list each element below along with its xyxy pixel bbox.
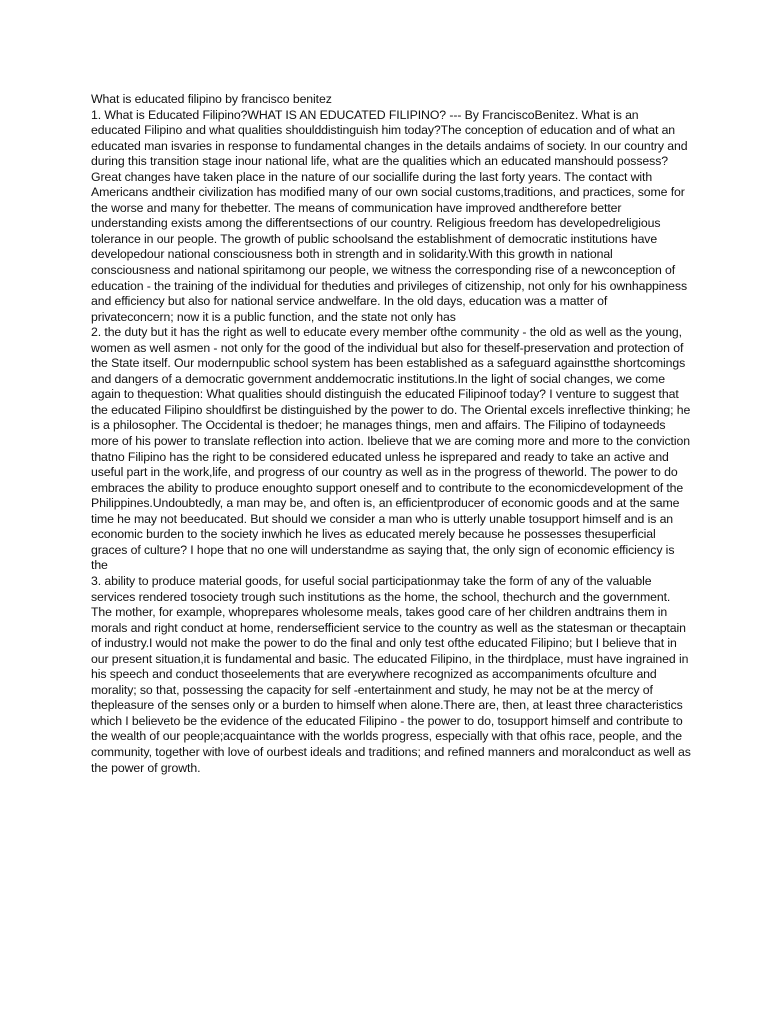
paragraph-1: 1. What is Educated Filipino?WHAT IS AN EDUCATED FILIPINO? --- By FranciscoBenitez. What is an educated Filipino and what qualities shoulddistinguish him today?The conception of education and of what an educated man isvaries in response to fundamental changes in the details andaims of society. In our country and during this transition stage inour national life, what are the qualities which an educated manshould possess?Great changes have taken place in the nature of our sociallife during the last forty years. The contact with Americans andtheir civilization has modified many of our own social customs,traditions, and practices, some for the worse and many for thebetter. The means of communication have improved andtherefore better understanding exists among the differentsections of our country. Religious freedom has developedreligious tolerance in our people. The growth of public schoolsand the establishment of democratic institutions have developedour national consciousness both in strength and in solidarity.With this growth in national consciousness and national spiritamong our people, we witness the corresponding rise of a newconception of education - the training of the individual for theduties and privileges of citizenship, not only for his ownhappiness and efficiency but also for national service andwelfare. In the old days, education was a matter of privateconcern; now it is a public function, and the state not only has — [91, 107, 688, 324]
paragraph-2: 2. the duty but it has the right as well to educate every member ofthe community - the old as well as the young, women as well asmen - not only for the good of the individual but also for theself-preservation and protection of the State itself. Our modernpublic school system has been established as a safeguard againstthe shortcomings and dangers of a democratic government anddemocratic institutions.In the light of social changes, we come again to thequestion: What qualities should distinguish the educated Filipinoof today? I venture to suggest that the educated Filipino shouldfirst be distinguished by the power to do. The Oriental excels inreflective thinking; he is a philosopher. The Occidental is thedoer; he manages things, men and affairs. The Filipino of todayneeds more of his power to translate reflection into action. Ibelieve that we are coming more and more to the conviction thatno Filipino has the right to be considered educated unless he isprepared and ready to take an active and useful part in the work,life, and progress of our country as well as in the progress of theworld. The power to do embraces the ability to produce enoughto support oneself and to contribute to the economicdevelopment of the Philippines.Undoubtedly, a man may be, and often is, an efficientproducer of economic goods and at the same time he may not beeducated. But should we consider a man who is utterly unable tosupport himself and is an economic burden to the society inwhich he lives as educated merely because he possesses thesuperficial graces of culture? I hope that no one will understandme as saying that, the only sign of economic efficiency is the — [91, 325, 691, 573]
document-page — [91, 92, 691, 776]
document-title: What is educated filipino by francisco benitez — [91, 92, 332, 106]
paragraph-3: 3. ability to produce material goods, for useful social participationmay take the form of any of the valuable services rendered tosociety trough such institutions as the home, the school, thechurch and the government. The mother, for example, whoprepares wholesome meals, takes good care of her children andtrains them in morals and right conduct at home, rendersefficient service to the country as well as the statesman or thecaptain of industry.I would not make the power to do the final and only test ofthe educated Filipino; but I believe that in our present situation,it is fundamental and basic. The educated Filipino, in the thirdplace, must have ingrained in his speech and conduct thoseelements that are everywhere recognized as accompaniments ofculture and morality; so that, possessing the capacity for self -entertainment and study, he may not be at the mercy of thepleasure of the senses only or a burden to himself when alone.There are, then, at least three characteristics which I believeto be the evidence of the educated Filipino - the power to do, tosupport himself and contribute to the wealth of our people;acquaintance with the worlds progress, especially with that ofhis race, people, and the community, together with love of ourbest ideals and traditions; and refined manners and moralconduct as well as the power of growth. — [91, 573, 691, 775]
